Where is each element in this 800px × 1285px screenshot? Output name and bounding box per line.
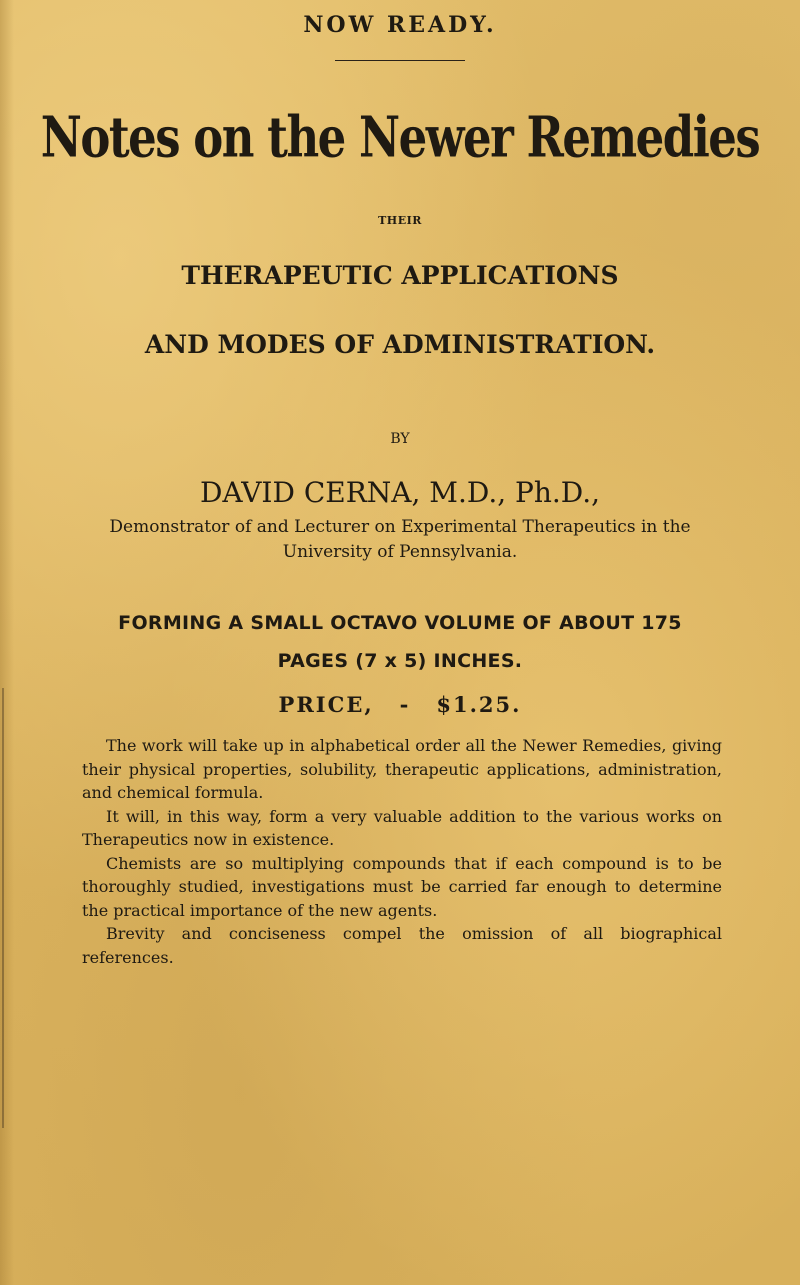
- format-line-2: PAGES (7 x 5) INCHES.: [277, 650, 523, 672]
- description-paragraph: It will, in this way, form a very valuable addition to the various works on Therapeutics now in existence.: [82, 806, 722, 849]
- by-label: BY: [390, 431, 410, 447]
- subtitle-their: THEIR: [378, 214, 422, 227]
- subtitle-line-1: THERAPEUTIC APPLICATIONS: [181, 261, 619, 290]
- author-affiliation-line-2: University of Pennsylvania.: [282, 542, 518, 562]
- format-line-1: FORMING A SMALL OCTAVO VOLUME OF ABOUT 175: [118, 612, 682, 634]
- description-body: [82, 734, 722, 969]
- subtitle-line-2: AND MODES OF ADMINISTRATION.: [144, 330, 656, 359]
- price-line: [0, 692, 800, 717]
- author-name: DAVID CERNA, M.D., Ph.D.,: [199, 476, 601, 509]
- price-amount: $1.25.: [436, 692, 522, 717]
- author-affiliation-line-1: Demonstrator of and Lecturer on Experimental Therapeutics in the: [109, 517, 691, 537]
- price-separator: -: [399, 692, 411, 717]
- header-rule: [335, 60, 465, 61]
- binding-mark: [2, 688, 10, 1128]
- book-title: Notes on the Newer Remedies: [40, 104, 760, 171]
- now-ready-header: NOW READY.: [303, 12, 497, 38]
- description-paragraph: Chemists are so multiplying compounds that if each compound is to be thoroughly studied, investigations must be carried far enough to determine the practical importance of the new agents.: [82, 853, 722, 920]
- description-paragraph: Brevity and conciseness compel the omission of all biographical references.: [82, 924, 722, 967]
- price-label: PRICE,: [278, 692, 374, 717]
- description-paragraph: The work will take up in alphabetical order all the Newer Remedies, giving their physical properties, solubility, therapeutic applications, administration, and chemical formula.: [82, 736, 722, 802]
